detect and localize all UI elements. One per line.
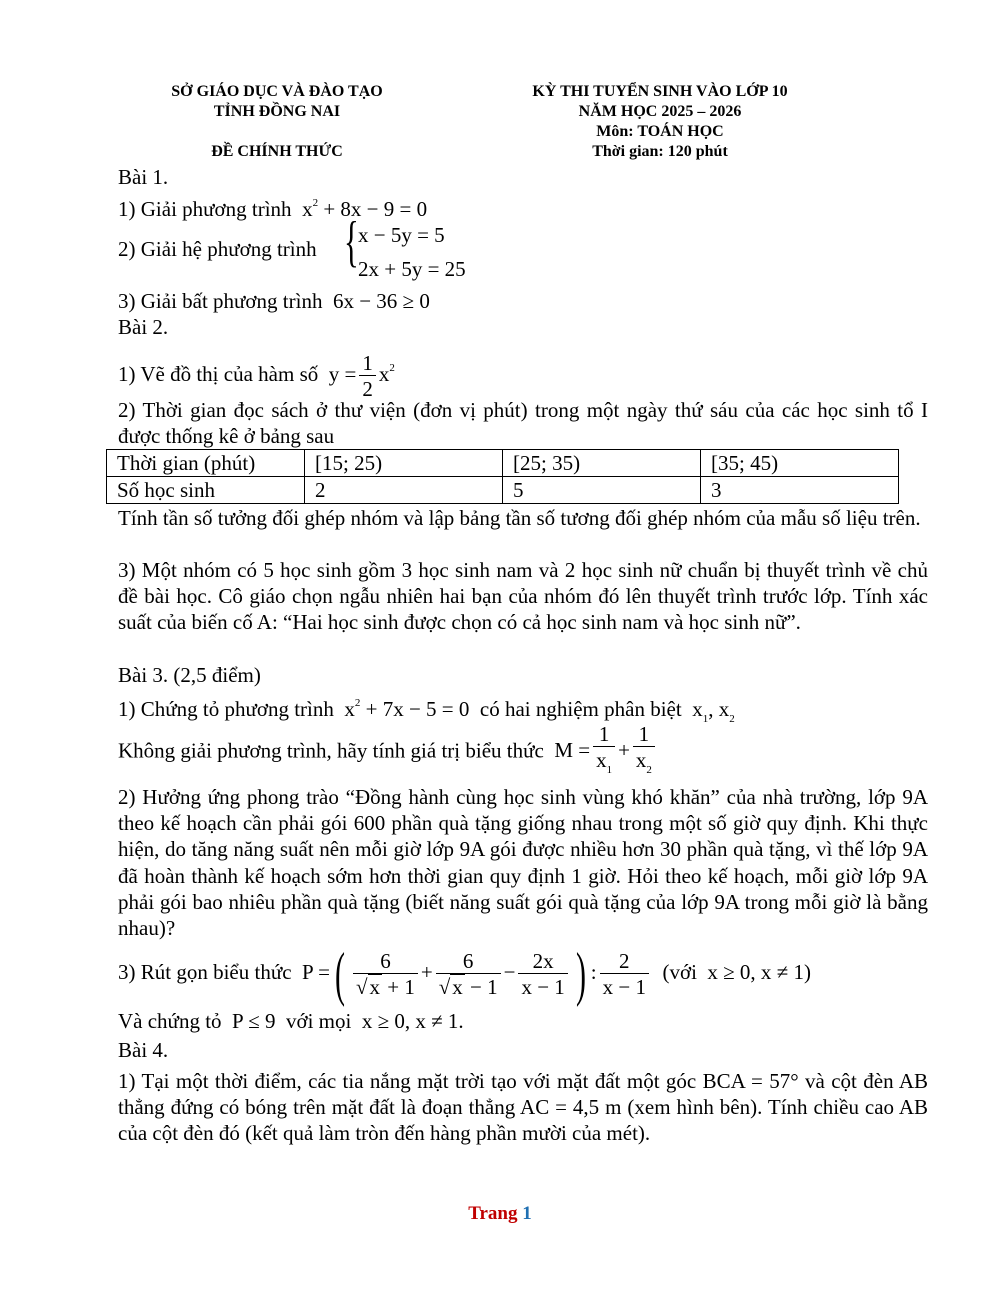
expression-M: M = $\frac{1}{x_1}$ + $\frac{1}{x_2}$: [549, 738, 658, 762]
header-right: [488, 82, 832, 162]
bai3-q3: [118, 940, 811, 1008]
table-cell: [15; 25): [305, 450, 503, 477]
school-year: NĂM HỌC 2025 – 2026: [578, 103, 742, 120]
bai3-q3-condition-text: (với: [662, 960, 697, 984]
exam-title: KỲ THI TUYỂN SINH VÀO LỚP 10: [532, 83, 788, 100]
bai3-q1-text: 1) Chứng tỏ phương trình: [118, 697, 334, 721]
bai3-title: Bài 3. (2,5 điểm): [118, 663, 261, 687]
bai4-title: Bài 4.: [118, 1038, 169, 1062]
table-cell: [25; 35): [503, 450, 701, 477]
bai3-q1c: [118, 722, 658, 783]
bai4-q1: 1) Tại một thời điểm, các tia nắng mặt trời tạo với mặt đất một góc BCA = 57° và cột đèn AB thẳng đứng có bóng trên mặt đất là đoạn thẳng AC = 4,5 m (xem hình bên). Tính chiều cao AB của cột đèn đó (kết quả làm tròn đến hàng phần mười của mét).: [118, 1069, 928, 1146]
bai3-q3d-text: với mọi: [285, 1009, 352, 1033]
header-spacer: [118, 122, 436, 142]
bai2-q1: [118, 343, 395, 402]
system-eq-1: x − 5y = 5: [358, 223, 445, 247]
condition-2: x ≥ 0, x ≠ 1.: [356, 1009, 464, 1033]
bai2-q2: 2) Thời gian đọc sách ở thư viện (đơn vị phút) trong một ngày thứ sáu của các học sinh tổ I được thống kê ở bảng sau: [118, 398, 928, 449]
bai3-q1c-text: Không giải phương trình, hãy tính giá trị biểu thức: [118, 738, 544, 763]
function-formula: y = $\frac{1}{2}$ $x^2$: [323, 350, 395, 401]
bai2-title: Bài 2.: [118, 315, 169, 339]
exam-duration: Thời gian: 120 phút: [592, 143, 728, 160]
page-num: 1: [522, 1203, 532, 1224]
bai2-q1-text: 1) Vẽ đồ thị của hàm số: [118, 362, 319, 386]
frequency-table: [106, 449, 899, 504]
bai1-q3: [118, 288, 430, 314]
table-row: [107, 450, 899, 477]
bai3-q3c-text: Và chứng tỏ: [118, 1009, 222, 1033]
table-cell: 3: [701, 477, 899, 504]
table-cell: 2: [305, 477, 503, 504]
bai1-q3-text: 3) Giải bất phương trình: [118, 289, 323, 313]
inequality-P: P ≤ 9: [226, 1009, 281, 1033]
roots: $x_1$, $x_2$: [686, 697, 735, 725]
bai2-after-table: Tính tần số tưởng đối ghép nhóm và lập bảng tần số tương đối ghép nhóm của mẫu số liệu trên.: [118, 506, 921, 530]
bai3-q2: 2) Hưởng ứng phong trào “Đồng hành cùng học sinh vùng khó khăn” của nhà trường, lớp 9A theo kế hoạch cần phải gói 600 phần quà tặng giống nhau trong một số giờ quy định. Khi thực hiện, do tăng năng suất nên mỗi giờ lớp 9A gói được nhiều hơn 30 phần quà tặng, vì thế lớp 9A đã hoàn thành kế hoạch sớm hơn thời gian quy định 1 giờ. Hỏi theo kế hoạch, mỗi giờ lớp 9A phải gói bao nhiêu phần quà tặng (biết năng suất gói quà tặng của lớp 9A trong mỗi giờ là bằng nhau)?: [118, 785, 928, 941]
expression-P: P =( $\frac{6}{√x + 1}$ + $\frac{6}{√x - 1}$ − $\frac{2x}{x - 1}$ ) : $\frac{2}{x - 1}$: [297, 960, 657, 984]
bai1-q1-text: 1) Giải phương trình: [118, 197, 292, 221]
page-word: Trang: [468, 1203, 518, 1224]
department-name: SỞ GIÁO DỤC VÀ ĐÀO TẠO: [171, 83, 383, 100]
bai1-q2-text: 2) Giải hệ phương trình: [118, 237, 317, 261]
table-cell: 5: [503, 477, 701, 504]
inequality: 6x − 36 ≥ 0: [327, 289, 430, 313]
condition: x ≥ 0, x ≠ 1): [702, 960, 811, 984]
header-left: [118, 82, 436, 162]
brace-icon: {: [344, 211, 359, 273]
page-number: [0, 1203, 1000, 1225]
bai2-q3: 3) Một nhóm có 5 học sinh gồm 3 học sinh nam và 2 học sinh nữ chuẩn bị thuyết trình về chủ đề bài học. Cô giáo chọn ngẫu nhiên hai bạn của nhóm đó lên thuyết trình trước lớp. Tính xác suất của biến cố A: “Hai học sinh được chọn có cả học sinh nam và học sinh nữ”.: [118, 558, 928, 635]
bai3-q3-text: 3) Rút gọn biểu thức: [118, 960, 292, 984]
table-row: [107, 477, 899, 504]
system-eq-2: 2x + 5y = 25: [358, 257, 466, 281]
province-name: TỈNH ĐỒNG NAI: [213, 103, 341, 120]
table-cell: Thời gian (phút): [107, 450, 305, 477]
bai1-title: Bài 1.: [118, 165, 169, 189]
table-cell: [35; 45): [701, 450, 899, 477]
equation-1: $x^2 + 8x - 9 = 0$: [296, 197, 428, 221]
subject: Môn: TOÁN HỌC: [596, 123, 724, 140]
bai3-q1-text2: có hai nghiệm phân biệt: [479, 697, 682, 721]
quadratic-equation: $x^2 + 7x - 5 = 0$: [339, 697, 475, 721]
official-exam-label: ĐỀ CHÍNH THỨC: [211, 143, 343, 160]
bai1-q2: [118, 236, 317, 262]
table-cell: Số học sinh: [107, 477, 305, 504]
bai3-q3c: [118, 1008, 464, 1034]
